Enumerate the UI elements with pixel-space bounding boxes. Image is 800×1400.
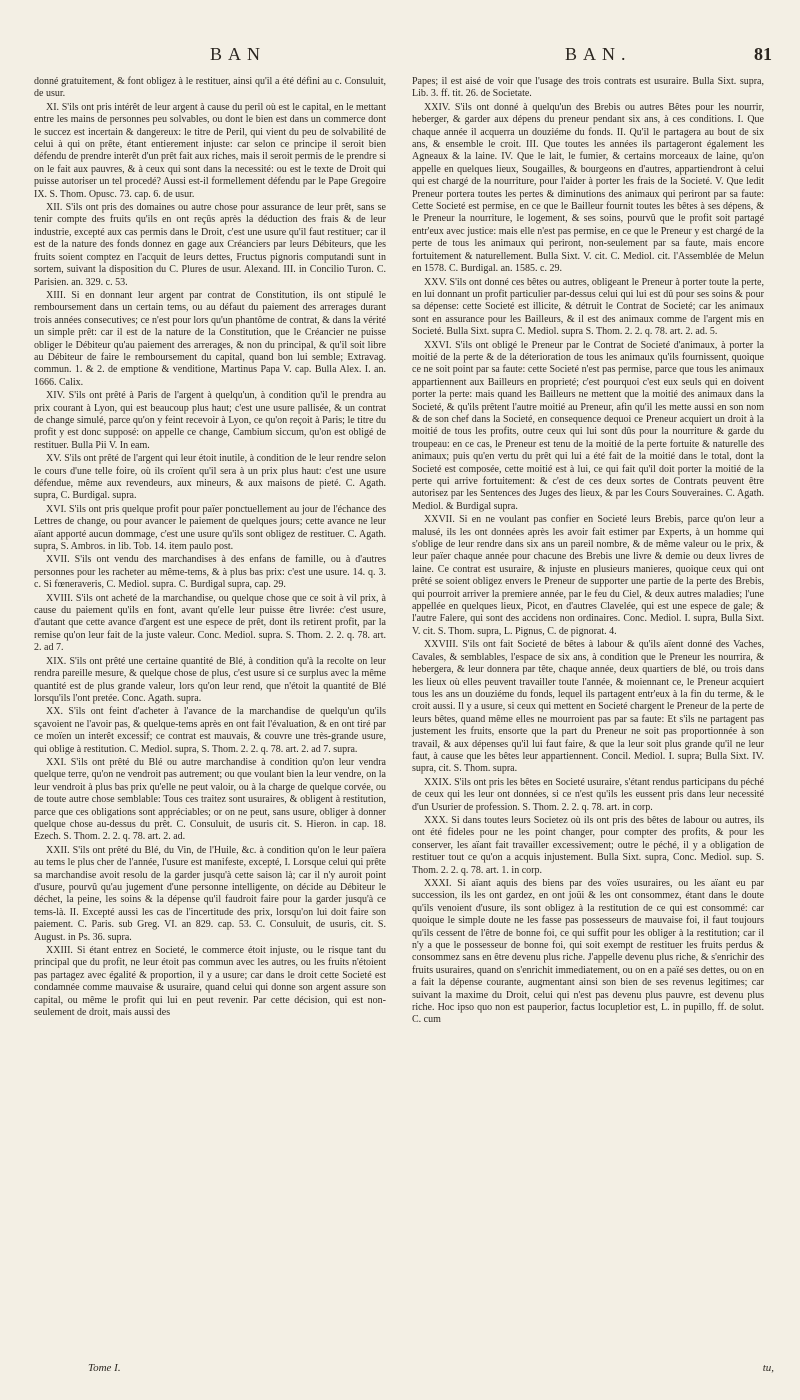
- paragraph: XXIII. Si étant entrez en Societé, le commerce étoit injuste, ou le risque tant du principal que du profit, ne leur étoit pas commun avec les autres, ou les fruits n'étoient pas partagez avec égalité & proportion, il y a usure; car dans le droit cette Societé est condamnée comme mauvaise & usuraire, quand celui qui donne son argent assure son capital, ou même le profit qui lui en peut revenir. Par cette décision, qui est non-seulement de droit, mais aussi des: [34, 945, 386, 1019]
- paragraph: XVIII. S'ils ont acheté de la marchandise, ou quelque chose que ce soit à vil prix, à cause du paiement qu'ils en font, avant qu'elle leur puisse être livrée: c'est usure, d'autant que cette avance d'argent est une espece de prêt, dont ils retirent profit, par la remise qu'on leur fait de la juste valeur. Conc. Mediol. supra. S. Thom. 2. 2. q. 78. art. 2. ad 7.: [34, 592, 386, 654]
- signature-mark: Tome I.: [88, 1362, 121, 1374]
- paragraph: Papes; il est aisé de voir que l'usage des trois contrats est usuraire. Bulla Sixt. supra, Lib. 3. ff. tit. 26. de Societate.: [412, 76, 764, 100]
- paragraph: XIX. S'ils ont prêté une certaine quantité de Blé, à condition qu'à la recolte on leur rendra pareille mesure, & quelque chose de plus, c'est usure si ce surplus avec la même quantité est de plus grande valeur, lors qu'on leur rend, que n'étoit la quantité de Blé lorsqu'ils l'ont pretée. Conc. Agath. supra.: [34, 655, 386, 704]
- right-text-column: [412, 76, 764, 1028]
- paragraph: XIV. S'ils ont prêté à Paris de l'argent à quelqu'un, à condition qu'il le prendra au prix courant à Lyon, qui est beaucoup plus haut; c'est une usure pallisée, & un contrat de change simulé, parce qu'on y feint recevoir à Lyon, ce qu'on reçoit à Paris; le titre du profit y est donc supposé: on appelle ce change, Cambium siccum, qu'on est obligé de restituer. Bulla Pii V. In eam.: [34, 390, 386, 451]
- paragraph: XII. S'ils ont pris des domaines ou autre chose pour assurance de leur prêt, sans se tenir compte des fruits qu'ils en ont reçûs après la déduction des frais & de leur industrie, excepté aux cas permis dans le Droit, c'est une usure qu'il faut restituer; car il est de la nature des fonds donnez en gage aux Créanciers par leurs Débiteurs, que les fruits soient comptez en l'acquit de leurs dettes, Fructus pignoris computandi sunt in sortem, suivant la disposition du C. Plures de usur. Alexand. III. in Concilio Turon. C. Parisien. an. 329. c. 53.: [34, 202, 386, 288]
- paragraph: XXVIII. S'ils ont fait Societé de bêtes à labour & qu'ils aïent donné des Vaches, Cavales, & semblables, l'espace de six ans, à condition que le Preneur les nourrira, & hebergera, & leur donnera par tête, chaque année, deux quartiers de blé, ou trois dans les lieux où elles peuvent travailler toute l'année, & moiennant ce, le Preneur acquiert tous les ans un douziéme du fonds, lequel ils partagent entr'eux à la fin du terme, & le croit aussi. Il y a usure, si ceux qui mettent en Societé chargent le Preneur de la perte de leurs bêtes, quand même elles ne mourroient pas par sa faute: Et s'ils ne partagent pas justement les fruits, ensorte que la part du Preneur ne soit pas proportionnée à son travail, & aux dépenses qu'il lui faut faire, & que la leur soit plus grande qu'il ne leur faut, à cause que les bêtes leur appartiennent. Concil. Mediol. I. supra; Bulla Sixt. IV. supra, cit. S. Thom. supra.: [412, 639, 764, 775]
- header-title-right: BAN.: [565, 44, 632, 64]
- running-header: [30, 44, 772, 70]
- paragraph: XXX. Si dans toutes leurs Societez où ils ont pris des bêtes de labour ou autres, ils ont été fideles pour ne les point changer, pour compter des profits, & pour les conserver, les aïant fait travailler excessivement; outre le péché, il y a obligation de restituer tout ce qu'on a acquis injustement. Bulla Sixt. supra, Conc. Mediol. sup. S. Thom. 2. 2. q. 78. art. 1. in corp.: [412, 814, 764, 876]
- paragraph: XXV. S'ils ont donné ces bêtes ou autres, obligeant le Preneur à porter toute la perte, en lui donnant un profit particulier par-dessus celui qui lui est dû pour ses soins & pour sa dépense: cette Societé est illicite, & détruit le Contrat de Societé; car les animaux sont en assurance pour les Bailleurs, & il est des animaux comme de l'argent mis en Societé. Bulla Sixt. supra C. Mediol. supra S. Thom. 2. 2. q. 78. art. 2. ad. 5.: [412, 276, 764, 338]
- page-footer: [34, 1362, 774, 1380]
- paragraph: donné gratuitement, & font obligez à le restituer, ainsi qu'il a été défini au c. Consuluit, de usur.: [34, 76, 386, 100]
- paragraph: XXIX. S'ils ont pris les bêtes en Societé usuraire, s'étant rendus participans du péché de ceux qui les leur ont données, si ce n'est qu'ils les eussent pris dans leur necessité d'un Usurier de profession. S. Thom. 2. 2. q. 78. art. in corp.: [412, 776, 764, 813]
- paragraph: XXVII. Si en ne voulant pas confier en Societé leurs Brebis, parce qu'on leur a malusé, ils les ont données après les avoir fait estimer par Experts, à un homme qui s'oblige de leur rendre dans six ans un pareil nombre, & de même valeur ou le prix, & leur païer chaque année pour chacune des Brebis une livre & demie ou deux livres de laine. Ce contrat est usuraire, & injuste en plusieurs manieres, quoique ceux qui ont prêté se soient obligez envers le Preneur de supporter une partie de la perte des Brebis, qui pourroit arriver la premiere année, par le feu du Ciel, & deux autres maladies; l'une appellée en quelques lieux, Picot, en d'autres Clavelée, qui est une espece de gale; & l'autre Falere, qui sont des accidens non ordinaires. Conc. Mediol. I. supra, Bulla Sixt. V. cit. S. Thom. supra, L. Pignus, C. de pignorat. 4.: [412, 514, 764, 637]
- paragraph: XXII. S'ils ont prêté du Blé, du Vin, de l'Huile, &c. à condition qu'on le leur païera au tems le plus cher de l'année, l'usure est manifeste, excepté, I. Lorsque celui qui prête sa marchandise avoit resolu de la garder jusqu'à cette saison là; car il n'y auroit point d'usure, pourvû qu'au jugement d'une personne intelligente, on décide au Débiteur le déchet, la peine, les soins & la dépense qu'il faudroit faire pour la garder jusqu'à ce tems-là. II. Excepté aussi les cas de l'incertitude des prix, lorsqu'on lui doit faire son paiement. C. Paris. sub Greg. VI. an 829. cap. 53. C. Consuluit, de usuris, cit. S. August. in Ps. 36. supra.: [34, 844, 386, 943]
- header-title-left: BAN: [210, 44, 267, 64]
- paragraph: XVII. S'ils ont vendu des marchandises à des enfans de famille, ou à d'autres personnes pour les racheter au même-tems, & à plus bas prix: c'est une usure. 14. q. 3. c. Si fœneraveris, C. Mediol. supra. C. Burdigal supra, cap. 29.: [34, 554, 386, 591]
- paragraph: XIII. Si en donnant leur argent par contrat de Constitution, ils ont stipulé le remboursement dans un certain tems, ou au défaut du paiement des arrerages durant trois années consecutives; ce n'est pour lors qu'un phantôme de contrat, & dans la vérité un simple prêt: car il est de la nature de la Constitution, que le Créancier ne puisse obliger le Débiteur qu'au paiement des arrerages, & non du principal, & qu'il soit libre au Débiteur de faire le remboursement du capital, quand bon lui semble; Extravag. commun. 1. & 2. de emptione & venditione, Martinus Papa V. cap. Bulla Alex. I. an. 1666. Calix.: [34, 289, 386, 388]
- paragraph: XXVI. S'ils ont obligé le Preneur par le Contrat de Societé d'animaux, à porter la moitié de la perte & de la déterioration de tous les animaux qu'ils fournissent, quoique ce ne soit point par sa faute: cette Societé n'est pas permise, parce que tous les animaux appartiennent aux Bailleurs en proprieté; c'est pourquoi c'est eux seuls qui en doivent porter la perte: mais quand les Bailleurs ne mettent que la moitié des animaux dans la Societé, & qu'ils prêtent l'autre moitié au Preneur, afin qu'il les mette aussi en son nom & de son chef dans la Societé, en consequence dequoi ce Preneur acquiert un droit à la moitié de tous les profits, outre ceux qui lui sont dûs pour la nourriture & garde du troupeau: en ce cas, le Preneur est tenu de la moitié de la perte fortuite & naturelle des animaux; puis qu'en vertu du prêt qui lui a été fait de la moitié dans le total, dont la Societé est composée, cette moitié est à lui, ce qui fait qu'il doit porter la moitié de la perte qui arrive fortuitement: & c'est de ces deux sortes de Contrats peuvent être autorisez par les Sentences des Juges des lieux, & par les Cours Souveraines. C. Agath. Mediol. & Burdigal supra.: [412, 339, 764, 512]
- paragraph: XI. S'ils ont pris intérêt de leur argent à cause du peril où est le capital, en le mettant entre les mains de personnes peu solvables, ou dont le bien est dans un commerce dont le succez est incertain & dangereux: le titre de Peril, qui vient du peu de solvabilité de celui à qui on prête, étant entierement injuste: car selon ce principe il seroit bien défendu de prendre interêt d'un prêt fait aux riches, mais il seroit permis de le prendre si on le fait aux pauvres, & à ceux qui sont dans la necessité: ou est le texte de Droit qui puisse autoriser un tel procedé? Aussi est-il formellement défendu par le Pape Gregoire IX. S. Thom. Opusc. 73. cap. 6. de usur.: [34, 101, 386, 200]
- paragraph: XXI. S'ils ont prêté du Blé ou autre marchandise à condition qu'on leur vendra quelque terre, qu'on ne vendroit pas autrement; ou que voulant bien la leur vendre, on la leur vendroit à plus bas prix qu'elle ne peut valoir, ou à la charge de quelque corvée, ou de toute autre chose semblable: Tous ces traitez sont usuraires, & obligent à restitution, parce que ces obligations sont appréciables; or on ne peut, sans usure, obliger à donner quelque chose au-dessus du prêt. C. Consuluit, de usuris cit. S. Hieron. in cap. 18. Ezech. S. Thom. 2. 2. q. 78. art. 2. ad.: [34, 756, 386, 843]
- catchword: tu,: [762, 1362, 774, 1374]
- paragraph: XXIV. S'ils ont donné à quelqu'un des Brebis ou autres Bêtes pour les nourrir, heberger, & garder aux dépens du preneur pendant six ans, à ces conditions. I. Que chaque année il acquerra un douziéme du fonds. II. Qu'il le partagera au bout de six ans, & ensemble le croit. III. Que toutes les années ils partageront également les Agneaux & la laine. IV. Que le lait, le fumier, & certains morceaux de laine, qu'on appelle en quelques lieux, Sougailles, & bourgeons en d'autres, appartiendront à celui qui est chargé de la nourriture, pour l'aider à porter les frais de la Societé. V. Que ledit Preneur portera toutes les pertes & diminutions des animaux qui periront par sa faute: Cette Societé est permise, en ce que le Bailleur fournit toutes les bêtes à ses dépens, & le Preneur la nourriture, le logement, & ses soins, pourvû que le profit soit partagé entr'eux avec justice: mais elle n'est pas permise, en ce que le Preneur y est chargé de la perte de tous les animaux qui periront, non-seulement par sa faute, mais encore fortuitement & naturellement. Bulla Sixt. V. cit. C. Mediol. cit. l'Assemblée de Melun en 1578. C. Burdigal. an. 1585. c. 29.: [412, 101, 764, 275]
- left-text-column: [34, 76, 386, 1020]
- paragraph: XVI. S'ils ont pris quelque profit pour païer ponctuellement au jour de l'échance des Lettres de change, ou pour avancer le paiement de quelques jours; cette avance ne leur aïant apporté aucun dommage, c'est une usure qu'ils sont obligez de restituer. C. Agath. supra, S. Ambros. in lib. Tob. 14. item paulo post.: [34, 503, 386, 553]
- paragraph: XXXI. Si aïant aquis des biens par des voïes usuraires, ou les aïant eu par succession, ils les ont gardez, en ont joüi & les ont consommez, étant dans le doute qu'ils venoient d'usure, ils sont obligez à la restitution de ce qui est consommé: car quoique le simple doute ne les fasse pas possesseurs de mauvaise foi, il faut toujours qu'ils cessent de l'être de bonne foi, ce qui suffit pour les obliger à la restitution; car il n'y a que le possesseur de bonne foi, qui soit exempt de restituer les fruits perdus & consommez sans en être devenu plus riche. J'appelle devenu plus riche, & s'enrichir des fruits usuraires, quand on s'enrichit immediatement, ou on en a païé ses dettes, ou on en a fait la dépense courante, augmentant ainsi son bien de ses revenus legitimes; car suivant la maxime du Droit, celui qui n'est pas devenu plus pauvre, est devenu plus riche. Hoc ipso quo non est pauperior, factus locupletior est, L. in pupillo, ff. de solut. C. cum: [412, 878, 764, 1026]
- paragraph: XX. S'ils ont feint d'acheter à l'avance de la marchandise de quelqu'un qu'ils sçavoient ne l'avoir pas, & quelque-tems après en ont fait l'évaluation, & en ont tiré par ce moïen un interêt excessif; ce contrat est mauvais, & couvre une très-grande usure, qui oblige à restitution. C. Mediol. supra, S. Thom. 2. 2. q. 78. art. 2. ad 7. supra.: [34, 706, 386, 755]
- paragraph: XV. S'ils ont prêté de l'argent qui leur étoit inutile, à condition de le leur rendre selon le cours d'une telle foire, où ils croïent qu'il sera à un prix plus haut: c'est une usure défendue, même aux revendeurs, aux mineurs, & aux maisons de pieté. C. Agath. supra, C. Burdigal. supra.: [34, 453, 386, 502]
- page-number: 81: [754, 44, 772, 64]
